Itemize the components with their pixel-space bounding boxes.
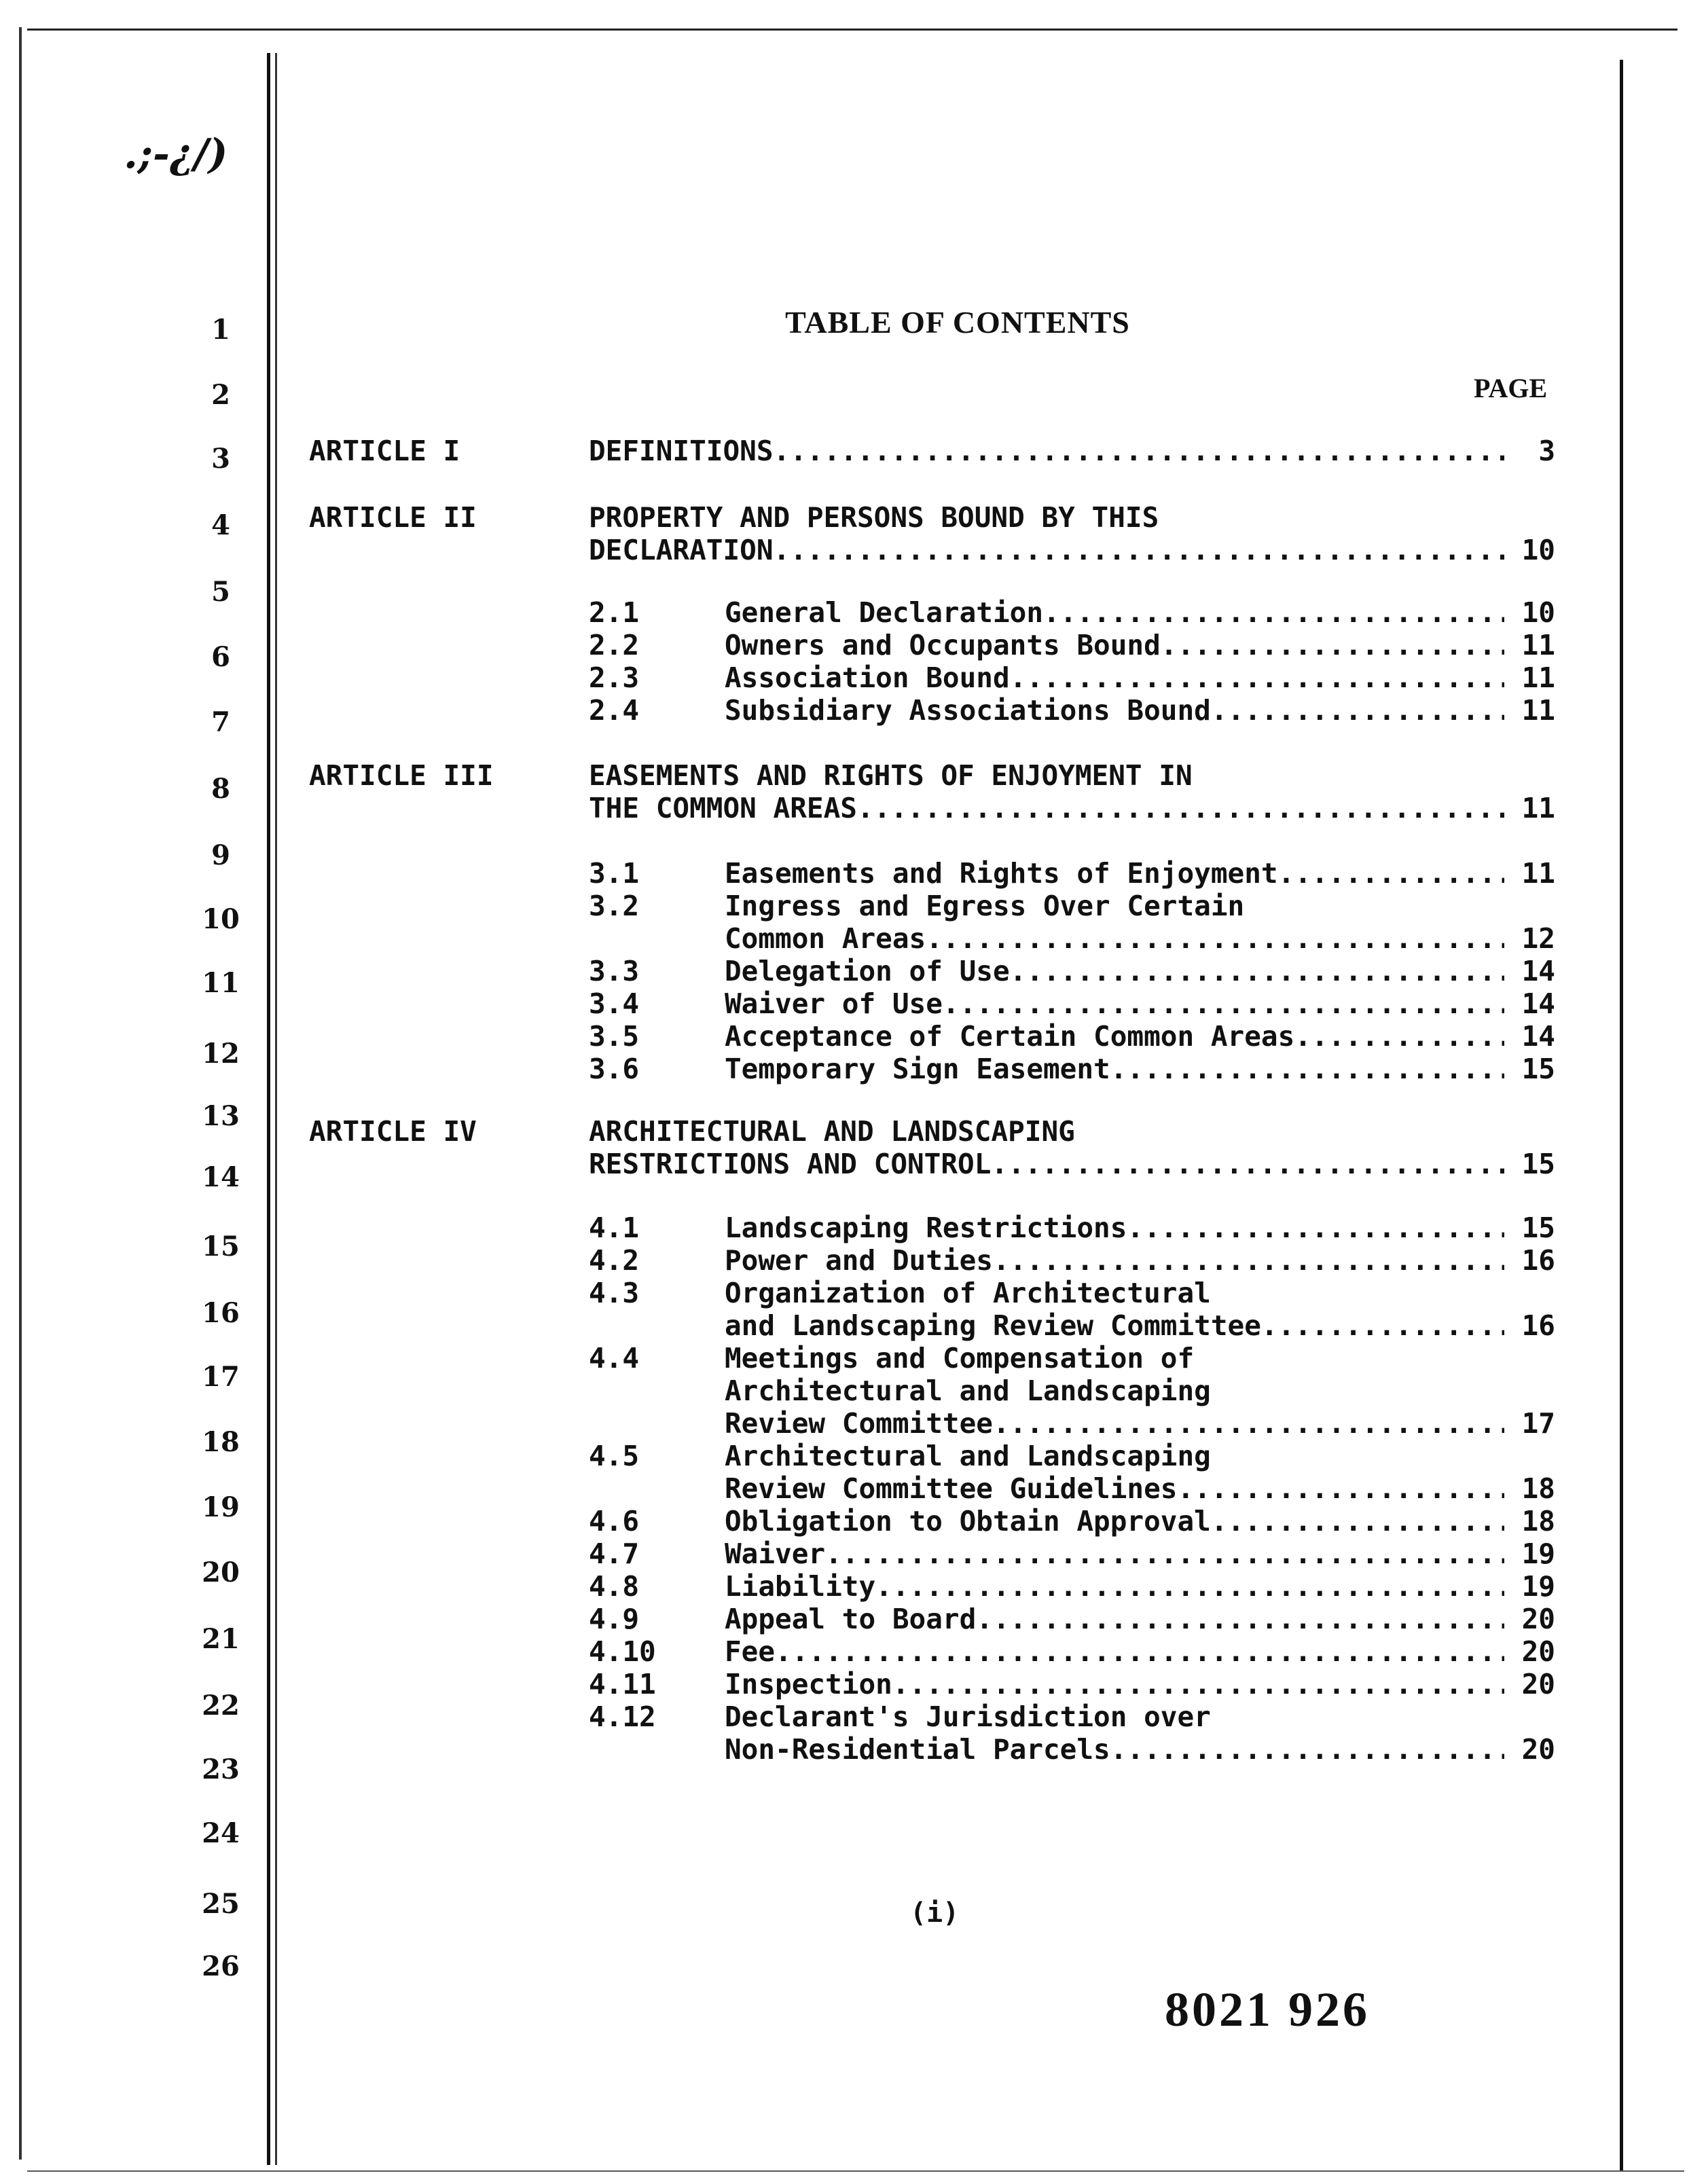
dot-leader — [1177, 1472, 1504, 1505]
dot-leader — [774, 435, 1504, 467]
article-title: RESTRICTIONS AND CONTROL — [589, 1148, 992, 1180]
page-top-edge — [27, 29, 1677, 31]
section-number: 4.7 — [589, 1537, 640, 1570]
section-row — [309, 1733, 1555, 1767]
line-number: 5 — [211, 576, 230, 608]
section-number: 3.1 — [589, 857, 640, 890]
line-number: 18 — [202, 1426, 240, 1458]
line-number: 16 — [202, 1297, 240, 1329]
section-row — [309, 1277, 1555, 1311]
section-number: 4.3 — [589, 1277, 640, 1309]
page-column-header: PAGE — [1474, 373, 1548, 403]
section-row — [309, 1375, 1555, 1408]
article-row — [309, 534, 1555, 568]
dot-leader — [926, 922, 1504, 955]
section-number: 4.6 — [589, 1505, 640, 1537]
page-number: 18 — [1521, 1505, 1555, 1537]
section-title: General Declaration — [725, 596, 1043, 629]
section-row — [309, 1505, 1555, 1539]
page-number: 10 — [1521, 534, 1555, 566]
page-number: 20 — [1521, 1635, 1555, 1668]
line-number: 19 — [202, 1491, 240, 1523]
page-number: 11 — [1521, 857, 1555, 890]
line-number: 10 — [202, 903, 240, 935]
section-title: Temporary Sign Easement — [725, 1053, 1110, 1085]
section-title: Architectural and Landscaping — [725, 1440, 1211, 1472]
left-margin-rule-inner — [275, 53, 277, 2165]
page-number: 14 — [1521, 955, 1555, 987]
page-number: 14 — [1521, 1020, 1555, 1053]
section-row — [309, 1440, 1555, 1474]
dot-leader — [1110, 1733, 1504, 1766]
section-number: 4.2 — [589, 1244, 640, 1277]
line-number: 6 — [211, 641, 230, 673]
page-number: 11 — [1521, 661, 1555, 694]
section-title: Waiver of Use — [725, 987, 943, 1020]
article-row — [309, 1148, 1555, 1182]
article-row — [309, 759, 1555, 793]
page-number: 16 — [1521, 1309, 1555, 1342]
document-number: 8021 926 — [1165, 1982, 1370, 2037]
section-title: Acceptance of Certain Common Areas — [725, 1020, 1295, 1053]
section-title: Inspection — [725, 1668, 892, 1700]
dot-leader — [943, 987, 1504, 1020]
article-title: ARCHITECTURAL AND LANDSCAPING — [589, 1115, 1075, 1148]
dot-leader — [1010, 661, 1504, 694]
page-number: 20 — [1521, 1603, 1555, 1635]
section-row — [309, 1635, 1555, 1669]
section-row — [309, 955, 1555, 989]
section-number: 3.6 — [589, 1053, 640, 1085]
section-number: 4.1 — [589, 1212, 640, 1244]
section-title: Delegation of Use — [725, 955, 1010, 987]
section-number: 3.4 — [589, 987, 640, 1020]
dot-leader — [1211, 694, 1504, 727]
article-title: THE COMMON AREAS — [589, 792, 857, 824]
section-title: Ingress and Egress Over Certain — [725, 890, 1245, 922]
section-number: 2.3 — [589, 661, 640, 694]
page-number: 3 — [1538, 435, 1555, 467]
section-row — [309, 694, 1555, 728]
dot-leader — [892, 1668, 1504, 1700]
page-number: 15 — [1521, 1212, 1555, 1244]
page-number: 10 — [1521, 596, 1555, 629]
section-title: Review Committee — [725, 1407, 993, 1440]
section-title: Association Bound — [725, 661, 1010, 694]
line-number: 13 — [202, 1100, 240, 1132]
page-number: 20 — [1521, 1668, 1555, 1700]
page-number: 11 — [1521, 694, 1555, 727]
page-number: 11 — [1521, 792, 1555, 824]
line-number: 3 — [211, 443, 230, 475]
dot-leader — [1043, 596, 1504, 629]
line-number: 20 — [202, 1557, 240, 1588]
page-left-edge — [19, 27, 22, 2160]
section-title: Non-Residential Parcels — [725, 1733, 1110, 1766]
left-margin-rule — [267, 53, 270, 2165]
article-title: DECLARATION — [589, 534, 774, 566]
section-title: Architectural and Landscaping — [725, 1375, 1211, 1407]
section-row — [309, 1537, 1555, 1571]
line-number: 9 — [211, 839, 230, 871]
dot-leader — [1294, 1020, 1504, 1053]
page-number: 12 — [1521, 922, 1555, 955]
section-title: Easements and Rights of Enjoyment — [725, 857, 1278, 890]
section-title: Power and Duties — [725, 1244, 993, 1277]
article-label: ARTICLE III — [309, 759, 494, 792]
section-number: 3.2 — [589, 890, 640, 922]
dot-leader — [1110, 1053, 1504, 1085]
dot-leader — [1261, 1309, 1504, 1342]
section-row — [309, 1700, 1555, 1734]
section-title: Organization of Architectural — [725, 1277, 1211, 1309]
section-title: Declarant's Jurisdiction over — [725, 1700, 1211, 1733]
dot-leader — [774, 534, 1504, 566]
article-label: ARTICLE II — [309, 501, 477, 534]
section-row — [309, 1407, 1555, 1441]
right-margin-rule — [1620, 60, 1623, 2172]
section-row — [309, 1244, 1555, 1278]
dot-leader — [857, 792, 1504, 824]
line-number: 8 — [211, 773, 230, 805]
margin-handwriting: .;-¿/) — [124, 130, 228, 178]
section-number: 4.10 — [589, 1635, 656, 1668]
article-title: PROPERTY AND PERSONS BOUND BY THIS — [589, 501, 1159, 534]
line-number: 25 — [202, 1888, 240, 1920]
section-number: 4.8 — [589, 1570, 640, 1603]
page-number: 15 — [1521, 1148, 1555, 1180]
section-row — [309, 596, 1555, 630]
page-number: 16 — [1521, 1244, 1555, 1277]
line-number: 23 — [202, 1753, 240, 1785]
section-row — [309, 1668, 1555, 1702]
article-label: ARTICLE I — [309, 435, 460, 467]
dot-leader — [993, 1244, 1504, 1277]
section-row — [309, 890, 1555, 924]
line-number: 7 — [211, 706, 230, 738]
dot-leader — [991, 1148, 1504, 1180]
dot-leader — [1127, 1212, 1504, 1244]
line-number: 24 — [202, 1817, 240, 1849]
dot-leader — [976, 1603, 1504, 1635]
section-title: Subsidiary Associations Bound — [725, 694, 1211, 727]
section-row — [309, 1309, 1555, 1343]
line-number: 14 — [202, 1161, 240, 1193]
dot-leader — [993, 1407, 1504, 1440]
line-number: 21 — [202, 1623, 240, 1655]
dot-leader — [825, 1537, 1504, 1570]
dot-leader — [1010, 955, 1504, 987]
section-row — [309, 1053, 1555, 1087]
page-number: 20 — [1521, 1733, 1555, 1766]
line-number: 1 — [211, 314, 230, 346]
page-number: 18 — [1521, 1472, 1555, 1505]
section-number: 4.5 — [589, 1440, 640, 1472]
section-number: 2.2 — [589, 629, 640, 661]
article-row — [309, 1115, 1555, 1149]
section-title: Obligation to Obtain Approval — [725, 1505, 1211, 1537]
section-row — [309, 1020, 1555, 1054]
section-row — [309, 1570, 1555, 1604]
section-number: 2.1 — [589, 596, 640, 629]
article-title: DEFINITIONS — [589, 435, 774, 467]
page-bottom-edge — [27, 2170, 1684, 2172]
page-number: 17 — [1521, 1407, 1555, 1440]
page-number: 19 — [1521, 1537, 1555, 1570]
section-number: 4.9 — [589, 1603, 640, 1635]
dot-leader — [775, 1635, 1504, 1668]
section-title: Waiver — [725, 1537, 826, 1570]
page-number: 19 — [1521, 1570, 1555, 1603]
line-number: 4 — [211, 509, 230, 541]
page-title: TABLE OF CONTENTS — [785, 305, 1130, 340]
section-number: 2.4 — [589, 694, 640, 727]
section-title: Landscaping Restrictions — [725, 1212, 1127, 1244]
article-row — [309, 792, 1555, 826]
section-title: Appeal to Board — [725, 1603, 977, 1635]
section-row — [309, 629, 1555, 663]
section-title: Fee — [725, 1635, 776, 1668]
section-row — [309, 1472, 1555, 1506]
section-row — [309, 1212, 1555, 1245]
section-title: Owners and Occupants Bound — [725, 629, 1161, 661]
article-row — [309, 501, 1555, 535]
section-number: 4.11 — [589, 1668, 656, 1700]
section-title: Meetings and Compensation of — [725, 1342, 1195, 1375]
line-number: 15 — [202, 1231, 240, 1262]
section-row — [309, 857, 1555, 891]
section-title: Liability — [725, 1570, 876, 1603]
line-number: 22 — [202, 1690, 240, 1722]
section-number: 3.5 — [589, 1020, 640, 1053]
line-number: 26 — [202, 1950, 240, 1982]
section-number: 4.12 — [589, 1700, 656, 1733]
page-number: 14 — [1521, 987, 1555, 1020]
section-row — [309, 661, 1555, 695]
section-row — [309, 1603, 1555, 1637]
page-number: 15 — [1521, 1053, 1555, 1085]
line-number: 11 — [202, 967, 240, 999]
page-folio: (i) — [910, 1897, 960, 1929]
dot-leader — [1278, 857, 1504, 890]
section-number: 3.3 — [589, 955, 640, 987]
section-title: and Landscaping Review Committee — [725, 1309, 1261, 1342]
dot-leader — [1161, 629, 1504, 661]
dot-leader — [875, 1570, 1504, 1603]
section-title: Common Areas — [725, 922, 926, 955]
dot-leader — [1211, 1505, 1504, 1537]
section-row — [309, 1342, 1555, 1376]
section-number: 4.4 — [589, 1342, 640, 1375]
article-row — [309, 435, 1555, 469]
line-number: 2 — [211, 379, 230, 411]
article-label: ARTICLE IV — [309, 1115, 477, 1148]
page-number: 11 — [1521, 629, 1555, 661]
line-number: 17 — [202, 1361, 240, 1393]
section-title: Review Committee Guidelines — [725, 1472, 1178, 1505]
line-number: 12 — [202, 1038, 240, 1070]
article-title: EASEMENTS AND RIGHTS OF ENJOYMENT IN — [589, 759, 1193, 792]
section-row — [309, 922, 1555, 956]
section-row — [309, 987, 1555, 1021]
